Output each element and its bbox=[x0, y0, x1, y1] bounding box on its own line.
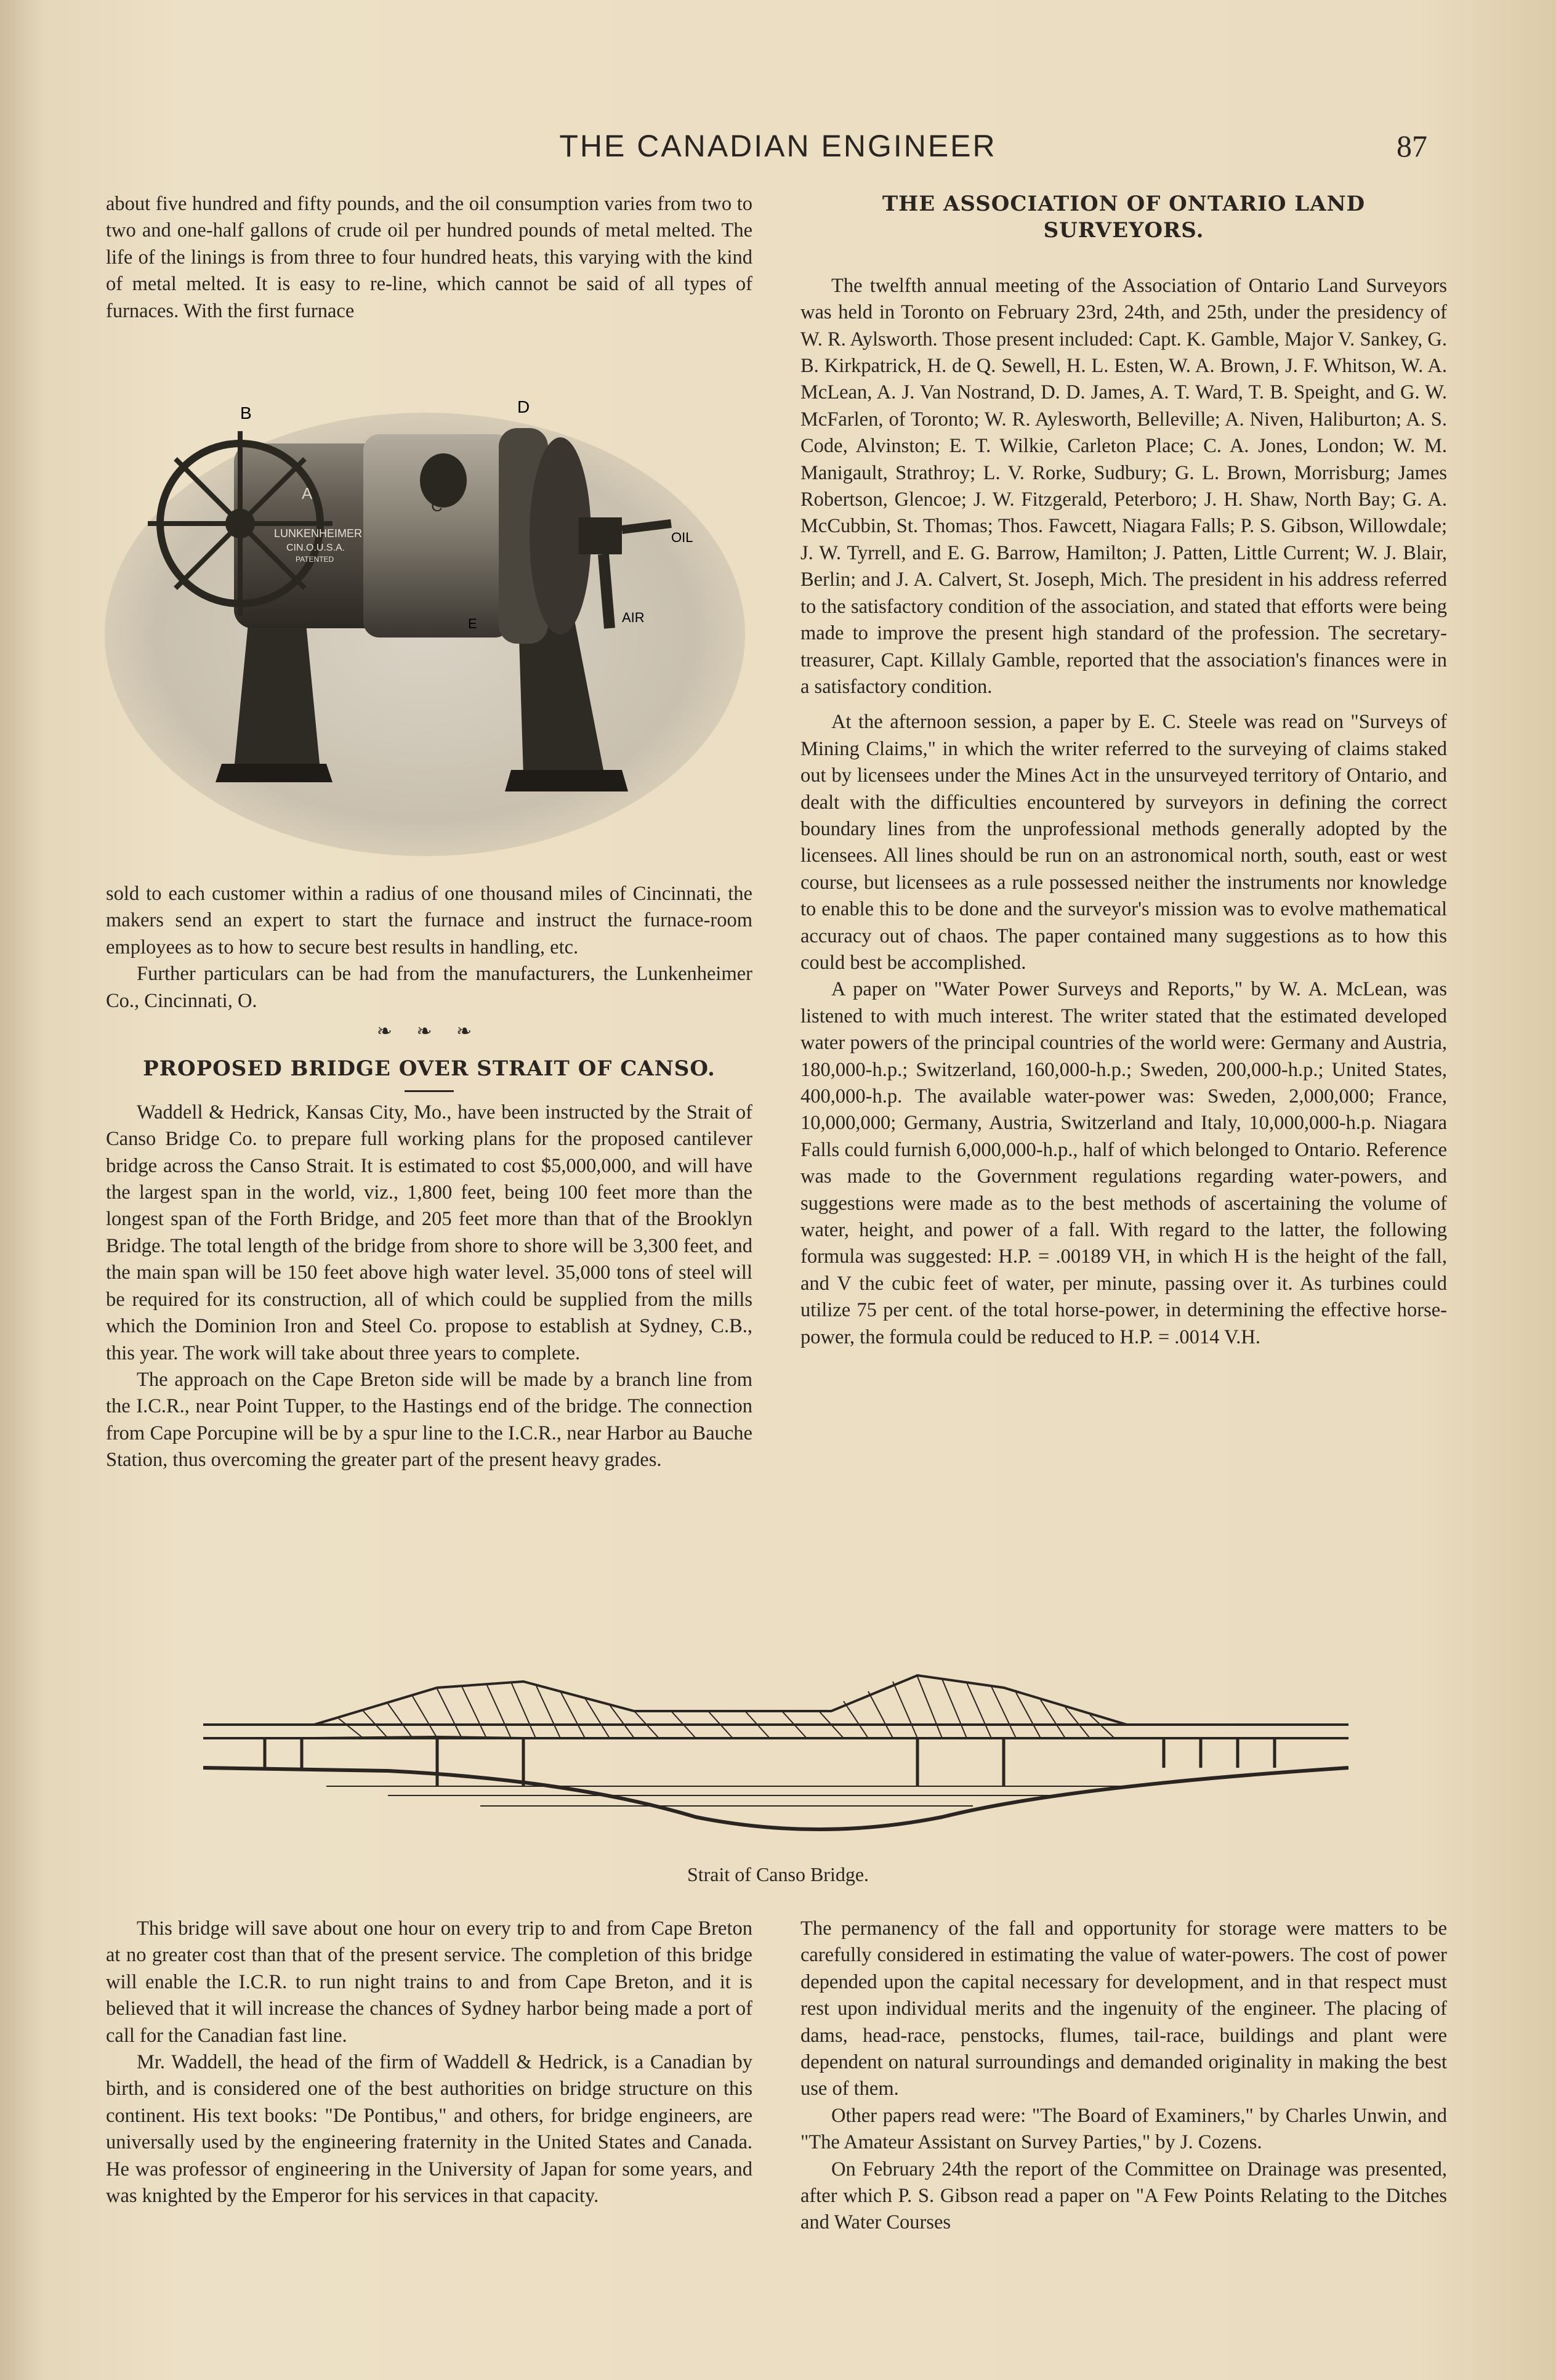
lunkenheimer-furnace-illustration bbox=[99, 376, 751, 868]
label-e: E bbox=[468, 616, 477, 631]
right-column-bottom bbox=[800, 1916, 1447, 2236]
oil-pipe bbox=[622, 524, 671, 530]
heading-rule bbox=[405, 1090, 454, 1092]
surveyors-para-2: At the afternoon session, a paper by E. C. Steele was read on "Surveys of Mining Claims," in which the writer referred to the surveying of claims staked out by licensees under the Mines Act in the unsurveyed territory of Ontario, and dealt with the difficulties encountered by surveyors in defining the correct boundary lines from the unprofessional methods generally adopted by the licensees. All lines should be run on an astronomical north, south, east or west course, but licensees as a rule possessed neither the instruments nor knowledge to enable this to be done and the surveyor's mission was to evolve mathematical accuracy out of chaos. The paper contained many suggestions as to how this could best be accomplished. bbox=[800, 711, 1447, 974]
surveyors-para-5: Other papers read were: "The Board of Examiners," by Charles Unwin, and "The Amateur Assistant on Survey Parties," by J. Cozens. bbox=[800, 2104, 1447, 2154]
furnace-para-1: sold to each customer within a radius of one thousand miles of Cincinnati, the makers send an expert to start the furnace and instruct the furnace-room employees as to how to secure best results in handling, etc. bbox=[106, 883, 752, 958]
bridge-para-1: Waddell & Hedrick, Kansas City, Mo., have been instructed by the Strait of Canso Bridge Co. to prepare full working plans for the proposed cantilever bridge across the Canso Strait. It is estimated to cost $5,000,000, and will have the largest span in the world, viz., 1,800 feet, being 100 feet more than the longest span of the Forth Bridge, and 205 feet more than that of the Brooklyn Bridge. The total length of the bridge from shore to shore will be 3,300 feet, and the main span will be 150 feet above high water level. 35,000 tons of steel will be required for its construction, all of which could be supplied from the mills which the Dominion Iron and Steel Co. propose to establish at Sydney, C.B., this year. The work will take about three years to complete. bbox=[106, 1101, 752, 1364]
surveyors-para-3: A paper on "Water Power Surveys and Reports," by W. A. McLean, was listened to with much interest. The writer stated that the estimated developed water powers of the principal countries of the world were: Germany and Austria, 180,000-h.p.; Switzerland, 160,000-h.p.; Sweden, 200,000-h.p.; United States, 400,000-h.p. The available water-power was: Sweden, 2,000,000; France, 10,000,000; Germany, Austria, Switzerland and Italy, 10,000,000-h.p. Niagara Falls could furnish 6,000,000-h.p., half of which belonged to Ontario. Reference was made to the Government regulations regarding water-powers, and suggestions were made as to the best methods of ascertaining the volume of water, height, and power of a fall. With regard to the latter, the following formula was suggested: H.P. = .00189 VH, in which H is the height of the fall, and V the cubic feet of water, per minute, passing over it. As turbines could utilize 75 per cent. of the total horse-power, in determining the effective horse-power, the formula could be reduced to H.P. = .0014 V.H. bbox=[800, 978, 1447, 1348]
strait-of-canso-bridge-illustration bbox=[203, 1663, 1348, 1854]
surveyors-para-6: On February 24th the report of the Committee on Drainage was presented, after which P. S. Gibson read a paper on "A Few Points Relating to the Ditches and Water Courses bbox=[800, 2158, 1447, 2234]
surveyors-para-4: The permanency of the fall and opportunity for storage were matters to be carefully considered in estimating the value of water-powers. The cost of power depended upon the capital necessary for development, and in that respect must rest upon individual merits and the ingenuity of the engineer. The placing of dams, head-race, penstocks, flumes, tail-race, buildings and plant were dependent on natural surroundings and demanded originality in making the best use of them. bbox=[800, 1917, 1447, 2100]
nameplate-line-2: CIN.O.U.S.A. bbox=[286, 543, 345, 553]
page-number: 87 bbox=[1397, 129, 1427, 163]
left-column-middle bbox=[106, 881, 752, 1474]
label-c: C bbox=[431, 496, 443, 515]
left-column-bottom bbox=[106, 1916, 752, 2209]
bridge-piers bbox=[265, 1738, 1275, 1786]
drum-port-hole bbox=[420, 453, 467, 508]
right-stand-base bbox=[505, 770, 628, 791]
label-oil: OIL bbox=[671, 530, 693, 545]
running-header-title: THE CANADIAN ENGINEER bbox=[559, 129, 997, 163]
label-d: D bbox=[517, 397, 530, 416]
strait-shoreline bbox=[203, 1768, 1348, 1829]
left-column-top bbox=[106, 191, 752, 325]
hand-wheel-hub bbox=[225, 509, 255, 538]
bridge-para-2: The approach on the Cape Breton side will be made by a branch line from the I.C.R., near Point Tupper, to the Hastings end of the bridge. The connection from Cape Porcupine will be by a spur line to the I.C.R., near Harbor au Bauche Station, thus overcoming the greater part of the present heavy grades. bbox=[106, 1368, 752, 1471]
burner-valve bbox=[579, 517, 622, 554]
surveyors-para-1: The twelfth annual meeting of the Association of Ontario Land Surveyors was held in Toronto on February 23rd, 24th, and 25th, under the presidency of W. R. Aylsworth. Those present included: Capt. K. Gamble, Major V. Sankey, G. B. Kirkpatrick, H. de Q. Sewell, H. L. Esten, W. A. Brown, J. F. Whitson, W. A. McLean, A. J. Van Nostrand, D. D. James, A. T. Ward, T. B. Speight, and G. W. McFarlen, of Toronto; W. R. Aylesworth, Belleville; A. Niven, Haliburton; A. S. Code, Alvinston; E. T. Wilkie, Carleton Place; C. A. Jones, London; W. M. Manigault, Strathroy; L. V. Rorke, Sudbury; G. L. Brown, Morrisburg; James Robertson, Glencoe; J. W. Fitzgerald, Peterboro; J. H. Shaw, North Bay; G. A. McCubbin, St. Thomas; Thos. Fawcett, Niagara Falls; P. S. Gibson, Willowdale; J. W. Tyrrell, and E. G. Barrow, Hamilton; J. Patten, Little Current; W. J. Blair, Berlin; and J. A. Calvert, St. Joseph, Mich. The president in his address referred to the satisfactory condition of the association, and stated that efforts were being made to improve the present high standard of the profession. The secretary-treasurer, Capt. Killaly Gamble, reported that the association's finances were in a satisfactory condition. bbox=[800, 274, 1447, 698]
label-air: AIR bbox=[622, 610, 645, 625]
bridge-truss bbox=[203, 1675, 1348, 1738]
bridge-caption: Strait of Canso Bridge. bbox=[687, 1863, 869, 1885]
nameplate-line-3: PATENTED bbox=[296, 555, 334, 564]
air-pipe bbox=[603, 554, 610, 628]
right-column-top bbox=[800, 191, 1447, 1351]
left-stand-base bbox=[216, 764, 333, 782]
furnace-intro-paragraph: about five hundred and fifty pounds, and the oil consumption varies from two to two and one-half gallons of crude oil per hundred pounds of metal melted. The life of the linings is from three to four hundred heats, this varying with the kind of metal melted. It is easy to re-line, which cannot be said of all types of furnaces. With the first furnace bbox=[106, 193, 752, 322]
label-a: A bbox=[302, 484, 313, 503]
bridge-para-3: This bridge will save about one hour on every trip to and from Cape Breton at no greater cost than that of the present service. The completion of this bridge will enable the I.C.R. to run night trains to and from Cape Breton, and it is believed that it will increase the chances of Sydney harbor being made a port of call for the Canadian fast line. bbox=[106, 1917, 752, 2047]
surveyors-heading: THE ASSOCIATION OF ONTARIO LAND SURVEYORS. bbox=[882, 192, 1366, 243]
label-b: B bbox=[240, 403, 252, 423]
nameplate-line-1: LUNKENHEIMER bbox=[274, 527, 363, 540]
bridge-para-4: Mr. Waddell, the head of the firm of Waddell & Hedrick, is a Canadian by birth, and is considered one of the best authorities on bridge structure on this continent. His text books: "De Pontibus," and others, for bridge engineers, are universally used by the engineering fraternity in the United States and Canada. He was professor of engineering in the University of Japan for some years, and was knighted by the Emperor for his services in that capacity. bbox=[106, 2051, 752, 2208]
section-ornament: ❧ ❧ ❧ bbox=[376, 1021, 482, 1042]
bridge-heading: PROPOSED BRIDGE OVER STRAIT OF CANSO. bbox=[143, 1056, 716, 1082]
furnace-para-2: Further particulars can be had from the manufacturers, the Lunkenheimer Co., Cincinnati, O. bbox=[106, 963, 752, 1012]
